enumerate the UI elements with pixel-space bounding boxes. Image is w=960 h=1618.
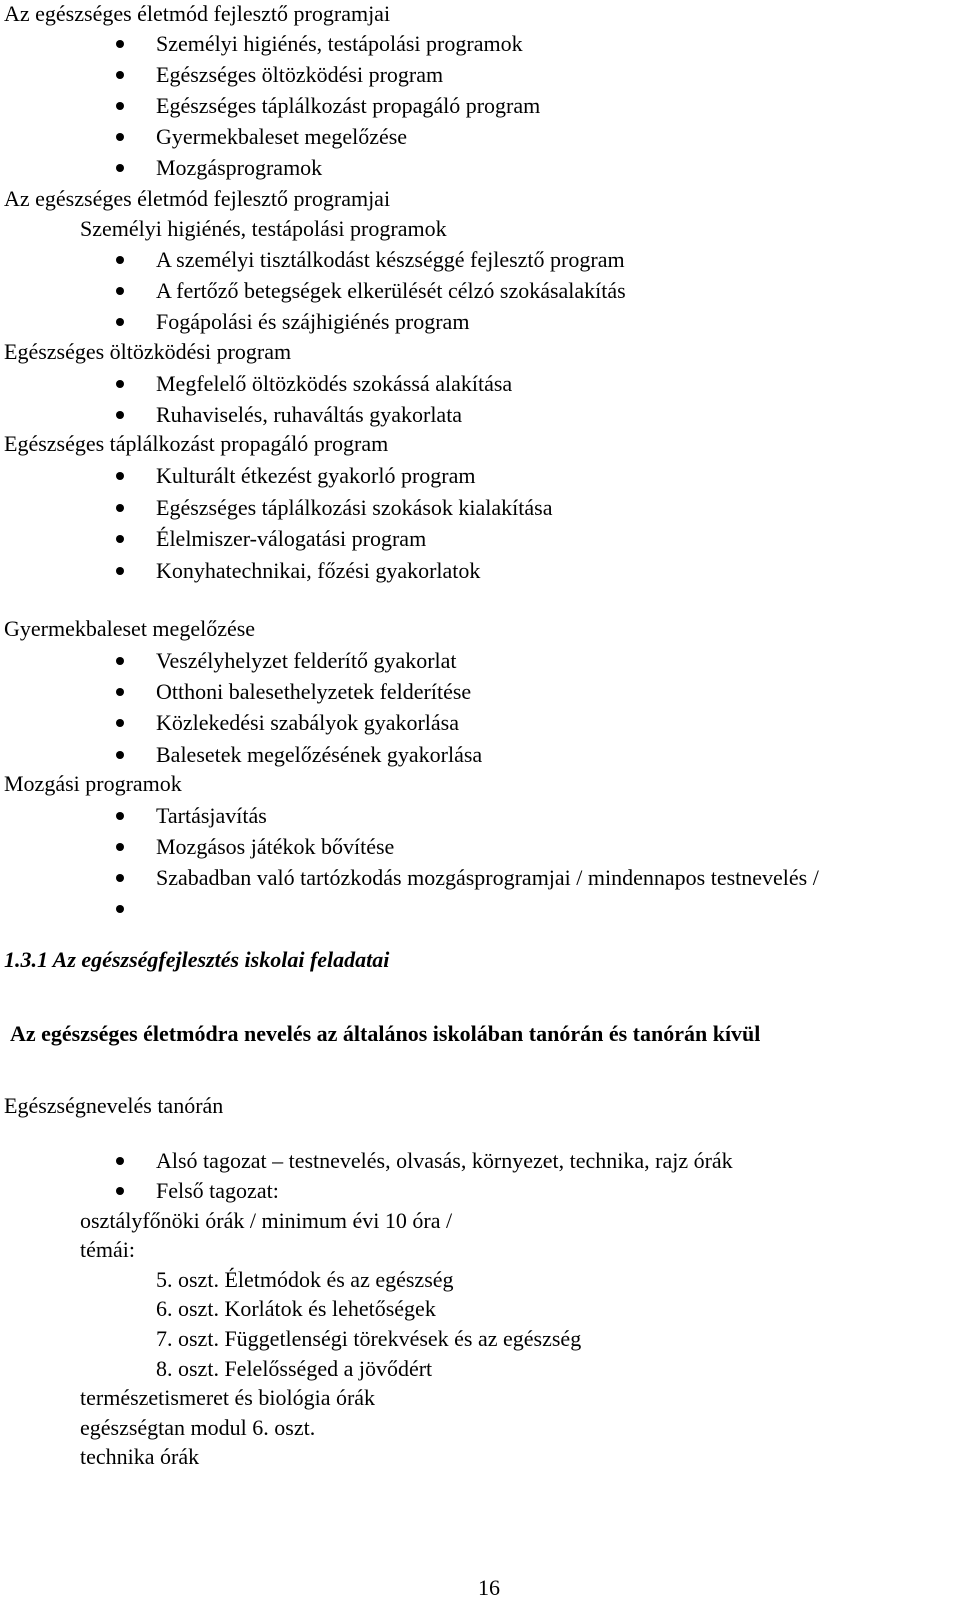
list-item: Mozgásos játékok bővítése <box>156 834 395 859</box>
list-item: Ruhaviselés, ruhaváltás gyakorlata <box>156 402 463 427</box>
bullet-icon <box>116 905 124 913</box>
section-heading: 1.3.1 Az egészségfejlesztés iskolai feladatai <box>4 947 390 972</box>
bullet-icon <box>116 256 124 264</box>
bullet-icon <box>116 40 124 48</box>
text-line: természetismeret és biológia órák <box>80 1385 376 1410</box>
bullet-icon <box>116 1157 124 1165</box>
bullet-icon <box>116 380 124 388</box>
bullet-icon <box>116 535 124 543</box>
text-line: témái: <box>80 1237 135 1262</box>
list-item: Veszélyhelyzet felderítő gyakorlat <box>156 648 457 673</box>
list-item: Szabadban való tartózkodás mozgásprogramjai / mindennapos testnevelés / <box>156 865 819 890</box>
list-item: Fogápolási és szájhigiénés program <box>156 309 470 334</box>
bullet-icon <box>116 102 124 110</box>
list-item: Mozgásprogramok <box>156 155 323 180</box>
list-item: Konyhatechnikai, főzési gyakorlatok <box>156 558 481 583</box>
bullet-icon <box>116 133 124 141</box>
bullet-icon <box>116 472 124 480</box>
list-item: Egészséges táplálkozást propagáló program <box>156 93 541 118</box>
list-item: Felső tagozat: <box>156 1178 279 1203</box>
section-title: Az egészséges életmód fejlesztő programjai <box>4 1 391 26</box>
subsection-title: Egészséges öltözködési program <box>4 339 292 364</box>
subsection-title: Egészséges táplálkozást propagáló program <box>4 431 389 456</box>
bullet-icon <box>116 567 124 575</box>
bullet-icon <box>116 657 124 665</box>
subsection-title: Egészségnevelés tanórán <box>4 1093 224 1118</box>
bullet-icon <box>116 751 124 759</box>
text-line: osztályfőnöki órák / minimum évi 10 óra / <box>80 1208 453 1233</box>
list-item: Élelmiszer-válogatási program <box>156 526 427 551</box>
list-item: Közlekedési szabályok gyakorlása <box>156 710 459 735</box>
bullet-icon <box>116 287 124 295</box>
bullet-icon <box>116 1187 124 1195</box>
list-item: Gyermekbaleset megelőzése <box>156 124 408 149</box>
bullet-icon <box>116 71 124 79</box>
list-item: A személyi tisztálkodást készséggé fejlesztő program <box>156 247 625 272</box>
bullet-icon <box>116 874 124 882</box>
page-number: 16 <box>478 1575 500 1600</box>
subsection-title: Gyermekbaleset megelőzése <box>4 616 256 641</box>
topic-line: 7. oszt. Függetlenségi törekvések és az egészség <box>156 1326 582 1351</box>
topic-line: 6. oszt. Korlátok és lehetőségek <box>156 1296 436 1321</box>
subsection-title: Mozgási programok <box>4 771 182 796</box>
bold-heading: Az egészséges életmódra nevelés az általános iskolában tanórán és tanórán kívül <box>10 1021 761 1046</box>
bullet-icon <box>116 411 124 419</box>
list-item: Egészséges öltözködési program <box>156 62 444 87</box>
topic-line: 5. oszt. Életmódok és az egészség <box>156 1267 454 1292</box>
list-item: Balesetek megelőzésének gyakorlása <box>156 742 483 767</box>
list-item: Alsó tagozat – testnevelés, olvasás, környezet, technika, rajz órák <box>156 1148 733 1173</box>
section-title: Az egészséges életmód fejlesztő programjai <box>4 186 391 211</box>
list-item: Megfelelő öltözködés szokássá alakítása <box>156 371 513 396</box>
bullet-icon <box>116 318 124 326</box>
bullet-icon <box>116 843 124 851</box>
subsection-title: Személyi higiénés, testápolási programok <box>80 216 447 241</box>
list-item: Egészséges táplálkozási szokások kialakítása <box>156 495 553 520</box>
bullet-icon <box>116 504 124 512</box>
bullet-icon <box>116 812 124 820</box>
list-item: A fertőző betegségek elkerülését célzó szokásalakítás <box>156 278 626 303</box>
bullet-icon <box>116 688 124 696</box>
bullet-icon <box>116 164 124 172</box>
text-line: egészségtan modul 6. oszt. <box>80 1415 316 1440</box>
list-item: Kulturált étkezést gyakorló program <box>156 463 476 488</box>
bullet-icon <box>116 719 124 727</box>
topic-line: 8. oszt. Felelősséged a jövődért <box>156 1356 433 1381</box>
list-item: Tartásjavítás <box>156 803 267 828</box>
text-line: technika órák <box>80 1444 200 1469</box>
list-item: Személyi higiénés, testápolási programok <box>156 31 523 56</box>
list-item: Otthoni balesethelyzetek felderítése <box>156 679 472 704</box>
